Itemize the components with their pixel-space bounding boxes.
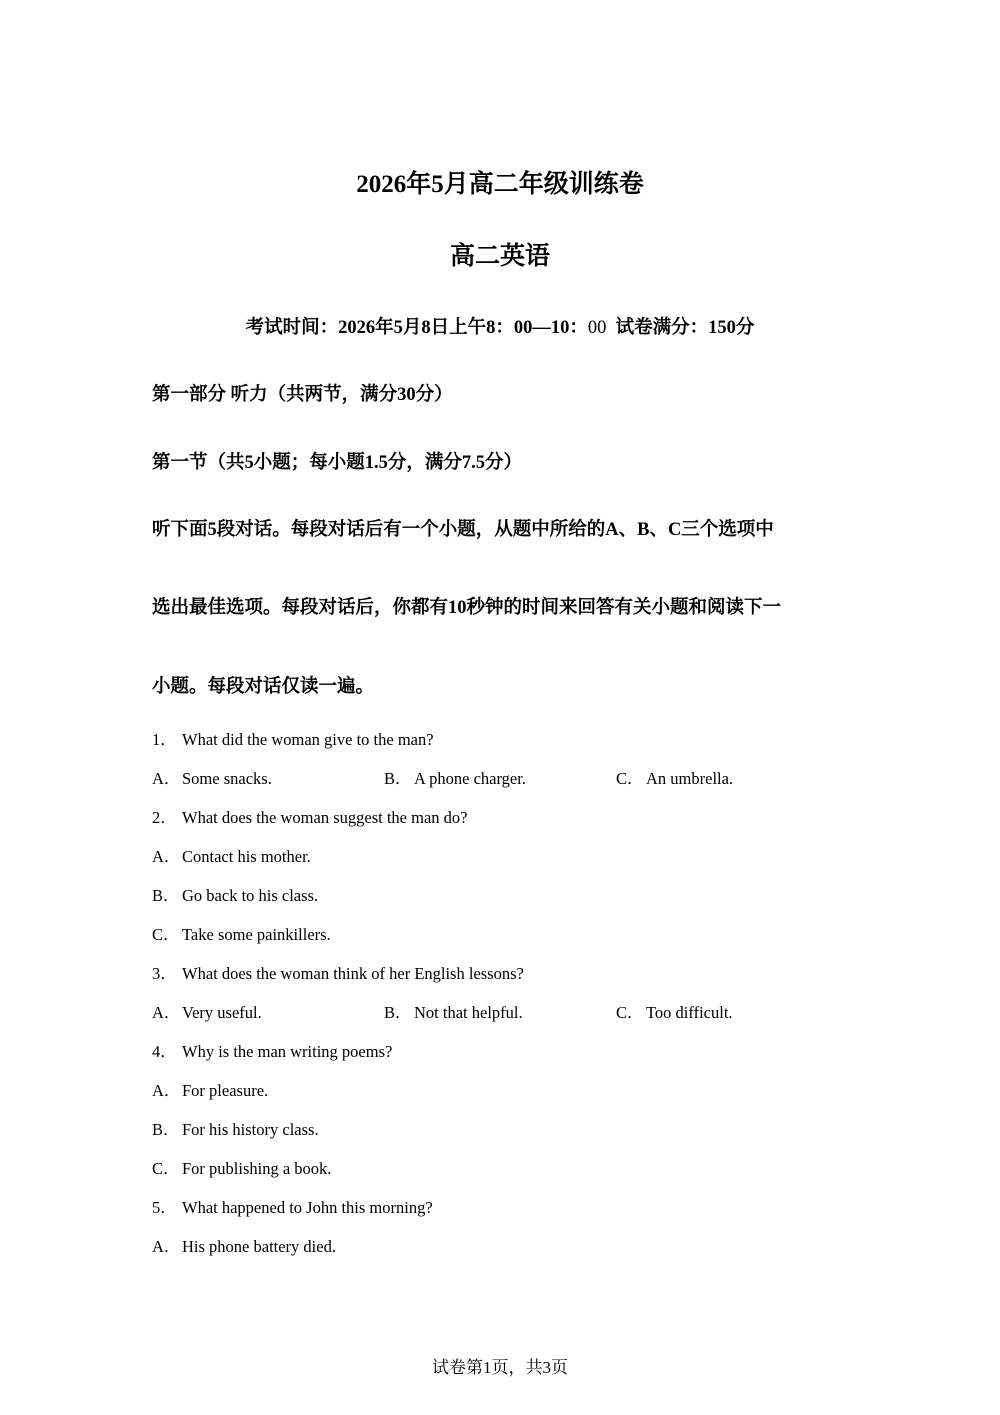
question-3 [152, 962, 524, 986]
full-score-value: 150分 [708, 318, 755, 338]
exam-time-end: 00 [587, 318, 607, 338]
question-2 [152, 806, 467, 830]
exam-info [0, 314, 1000, 342]
question-text: What happened to John this morning? [182, 1198, 433, 1217]
question-5 [152, 1196, 433, 1220]
question-4 [152, 1040, 392, 1064]
question-text: What does the woman suggest the man do? [182, 808, 468, 827]
option-a: A．His phone battery died. [152, 1237, 336, 1256]
instructions-line-3: 小题。每段对话仅读一遍。 [152, 677, 375, 697]
option-b: B． For his history class. [152, 1120, 319, 1139]
question-text: What did the woman give to the man? [182, 730, 434, 749]
question-text: Why is the man writing poems? [182, 1042, 393, 1061]
question-number: 5． [152, 1198, 177, 1217]
option-b: B． A phone charger. [384, 769, 526, 788]
question-number: 2． [152, 808, 177, 827]
question-number: 1． [152, 730, 177, 749]
option-a: A．Some snacks. [152, 769, 272, 788]
instructions-line-1: 听下面5段对话。每段对话后有一个小题，从题中所给的A、B、C三个选项中 [152, 520, 774, 540]
option-c: C． Take some painkillers. [152, 925, 331, 944]
section1-heading: 第一节（共5小题；每小题1.5分，满分7.5分） [152, 453, 523, 473]
question-number: 4． [152, 1042, 177, 1061]
exam-title: 2026年5月高二年级训练卷 [356, 171, 644, 198]
option-b: B． Not that helpful. [384, 1003, 523, 1022]
full-score-label: 试卷满分： [615, 318, 709, 338]
question-number: 3． [152, 964, 177, 983]
option-c: C． Too difficult. [616, 1003, 733, 1022]
option-c: C． An umbrella. [616, 769, 734, 788]
page-footer: 试卷第1页，共3页 [432, 1358, 568, 1377]
option-a: A．Very useful. [152, 1003, 262, 1022]
exam-time-label: 考试时间： [245, 318, 339, 338]
option-a: A．For pleasure. [152, 1081, 269, 1100]
option-a: A．Contact his mother. [152, 847, 311, 866]
instructions-line-2: 选出最佳选项。每段对话后，你都有10秒钟的时间来回答有关小题和阅读下一 [152, 598, 782, 618]
option-b: B． Go back to his class. [152, 886, 319, 905]
option-c: C． For publishing a book. [152, 1159, 332, 1178]
question-1 [152, 728, 434, 752]
exam-time-value: 2026年5月8日上午8：00—10： [338, 318, 588, 338]
subject-title: 高二英语 [449, 243, 550, 270]
part1-heading: 第一部分 听力（共两节，满分30分） [152, 385, 453, 405]
question-text: What does the woman think of her English lessons? [182, 964, 524, 983]
